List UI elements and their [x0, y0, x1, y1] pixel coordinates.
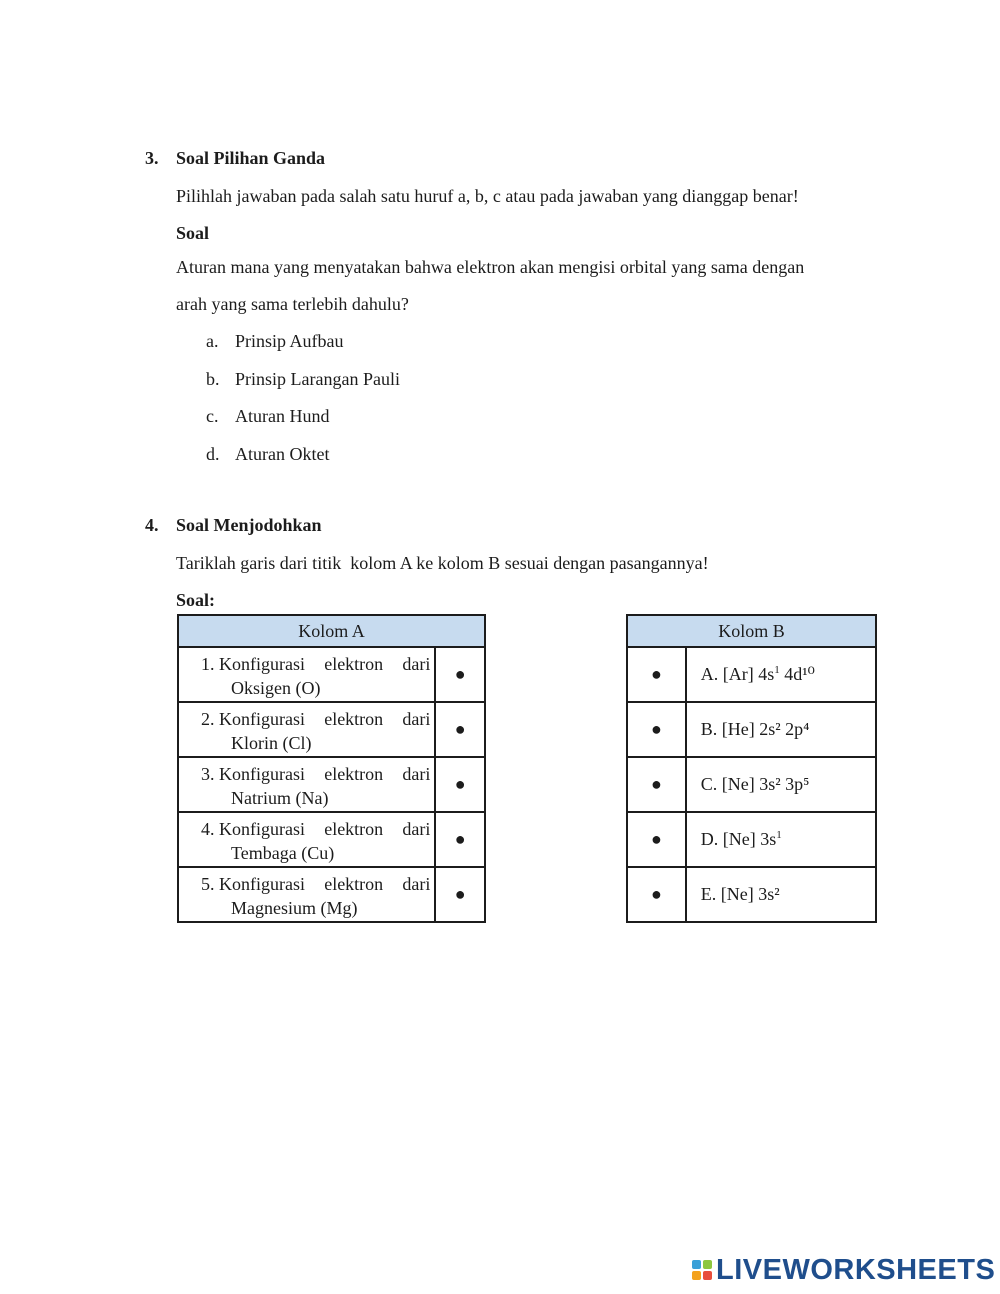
table-row	[627, 647, 876, 702]
kolom-a-item-5: 5. Konfigurasi elektron dari Magnesium (Mg)	[178, 867, 435, 922]
table-row	[627, 867, 876, 922]
liveworksheets-brand[interactable]	[692, 1254, 995, 1286]
table-row	[627, 812, 876, 867]
kolom-b-item-e: E. [Ne] 3s²	[686, 867, 876, 922]
match-dot-a4[interactable]: ●	[435, 812, 485, 867]
option-a[interactable]	[206, 331, 344, 352]
logo-square	[692, 1271, 701, 1280]
option-letter: a.	[206, 331, 219, 351]
kolom-a-item-3: 3. Konfigurasi elektron dari Natrium (Na)	[178, 757, 435, 812]
question-line-1: Aturan mana yang menyatakan bahwa elektron akan mengisi orbital yang sama dengan	[176, 257, 805, 277]
table-row	[178, 812, 485, 867]
kolom-b-item-b: B. [He] 2s² 2p⁴	[686, 702, 876, 757]
match-dot-b4[interactable]: ●	[627, 812, 686, 867]
table-row	[178, 647, 485, 702]
section4-number: 4.	[145, 515, 159, 535]
option-letter: d.	[206, 444, 220, 464]
kolom-a-item-2: 2. Konfigurasi elektron dari Klorin (Cl)	[178, 702, 435, 757]
table-row	[178, 702, 485, 757]
option-d[interactable]	[206, 444, 329, 465]
kolom-b-header: Kolom B	[627, 615, 876, 647]
section4-soal-label: Soal:	[176, 590, 216, 610]
question-line-2: arah yang sama terlebih dahulu?	[176, 294, 409, 314]
section3-instruction: Pilihlah jawaban pada salah satu huruf a, b, c atau pada jawaban yang dianggap benar!	[176, 186, 799, 206]
logo-square	[692, 1260, 701, 1269]
section3-number: 3.	[145, 148, 159, 168]
option-letter: b.	[206, 369, 220, 389]
kolom-a-header: Kolom A	[178, 615, 485, 647]
match-dot-b5[interactable]: ●	[627, 867, 686, 922]
kolom-b-item-c: C. [Ne] 3s² 3p⁵	[686, 757, 876, 812]
match-dot-a3[interactable]: ●	[435, 757, 485, 812]
liveworksheets-logo-icon	[692, 1260, 712, 1280]
table-row	[627, 702, 876, 757]
table-row	[627, 757, 876, 812]
kolom-b-item-a: A. [Ar] $4s^1$ 4d¹⁰	[686, 647, 876, 702]
match-dot-b2[interactable]: ●	[627, 702, 686, 757]
logo-square	[703, 1271, 712, 1280]
kolom-a-item-1: 1. Konfigurasi elektron dari Oksigen (O)	[178, 647, 435, 702]
kolom-b-item-d: D. [Ne] $3s^1$	[686, 812, 876, 867]
option-letter: c.	[206, 406, 219, 426]
option-text: Prinsip Larangan Pauli	[235, 369, 400, 389]
match-dot-a5[interactable]: ●	[435, 867, 485, 922]
logo-square	[703, 1260, 712, 1269]
kolom-a-item-4: 4. Konfigurasi elektron dari Tembaga (Cu)	[178, 812, 435, 867]
section4-title: Soal Menjodohkan	[176, 515, 322, 535]
table-row	[178, 757, 485, 812]
kolom-b-table	[626, 614, 877, 923]
option-b[interactable]	[206, 369, 400, 390]
section4-instruction: Tariklah garis dari titik kolom A ke kolom B sesuai dengan pasangannya!	[176, 553, 709, 573]
brand-name: LIVEWORKSHEETS	[716, 1253, 996, 1286]
option-c[interactable]	[206, 406, 329, 427]
option-text: Aturan Hund	[235, 406, 330, 426]
match-dot-b1[interactable]: ●	[627, 647, 686, 702]
kolom-a-table	[177, 614, 486, 923]
match-dot-a2[interactable]: ●	[435, 702, 485, 757]
match-dot-b3[interactable]: ●	[627, 757, 686, 812]
section3-soal-label: Soal	[176, 223, 210, 243]
section3-title: Soal Pilihan Ganda	[176, 148, 326, 168]
table-row	[178, 867, 485, 922]
option-text: Prinsip Aufbau	[235, 331, 344, 351]
match-dot-a1[interactable]: ●	[435, 647, 485, 702]
option-text: Aturan Oktet	[235, 444, 330, 464]
